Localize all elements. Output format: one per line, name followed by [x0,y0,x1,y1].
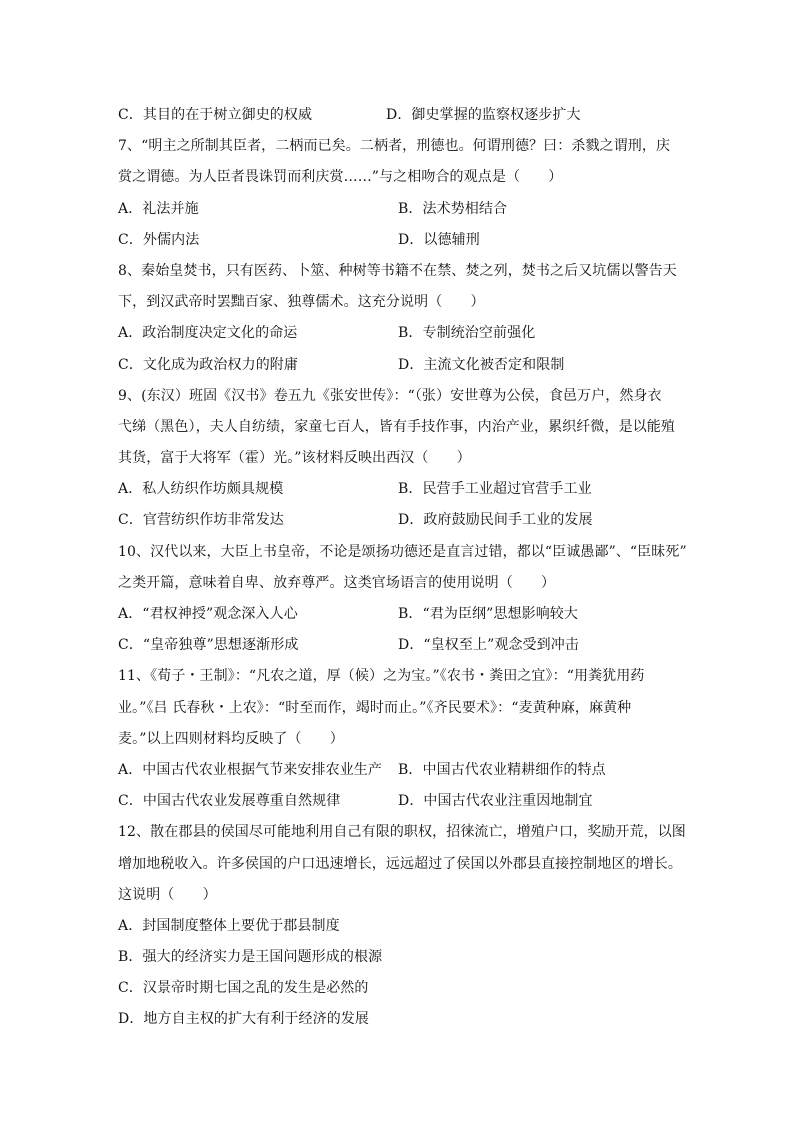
question-7-options-row [118,225,678,256]
option-11-c: C．中国古代农业发展尊重自然规律 [118,793,341,810]
option-7-c: C．外儒内法 [118,231,200,248]
option-9-b: B．民营手工业超过官营手工业 [398,481,592,498]
option-11-d: D．中国古代农业注重因地制宜 [398,793,593,810]
question-7 [118,131,678,256]
question-10-stem-line: 10、汉代以来，大臣上书皇帝，不论是颂扬功德还是直言过错，都以“臣诚愚鄙”、“臣昧死” [118,543,687,560]
option-11-b: B．中国古代农业精耕细作的特点 [398,761,606,778]
option-8-c: C．文化成为政治权力的附庸 [118,356,299,373]
question-11-stem-line: 麦。”以上四则材料均反映了（ ） [118,730,344,747]
question-9-options-row [118,505,678,536]
page-content [118,100,687,1036]
option-10-c: C．“皇帝独尊”思想逐渐形成 [118,637,299,654]
question-12 [118,817,686,1035]
question-10-options-row [118,599,678,630]
question-12-stem-line: 12、散在郡县的侯国尽可能地利用自己有限的职权，招徕流亡，增殖户口，奖励开荒，以图 [118,824,686,841]
question-8-options-row [118,318,678,349]
question-8-options-row [118,350,678,381]
option-7-b: B．法术势相结合 [398,200,508,217]
option-8-b: B．专制统治空前强化 [398,325,536,342]
question-10 [118,537,687,662]
option-9-d: D．政府鼓励民间手工业的发展 [398,512,593,529]
option-7-a: A．礼法并施 [118,200,199,217]
question-11-stem-line: 11、《荀子・王制》：“凡农之道，厚（候）之为宝。”《农书・粪田之宜》：“用粪犹用药 [118,668,645,685]
question-8-stem-line: 下，到汉武帝时罢黜百家、独尊儒术。这充分说明（ ） [118,294,485,311]
question-9-stem-line: 其货，富于大将军（霍）光。”该材料反映出西汉（ ） [118,450,471,467]
option-12-a: A．封国制度整体上要优于郡县制度 [118,917,340,934]
question-9-stem-line: 弋绨（黑色），夫人自纺绩，家童七百人，皆有手技作事，内治产业，累织纤微，是以能殖 [118,418,675,435]
question-9-options-row [118,474,678,505]
question-10-options-row [118,630,678,661]
question-6-options [118,100,678,131]
option-10-b: B．“君为臣纲”思想影响较大 [398,606,579,622]
option-9-c: C．官营纺织作坊非常发达 [118,512,284,529]
option-10-d: D．“皇权至上”观念受到冲击 [398,637,579,654]
option-9-a: A．私人纺织作坊颇具规模 [118,481,284,498]
option-12-c: C．汉景帝时期七国之乱的发生是必然的 [118,980,369,997]
option-11-a: A．中国古代农业根据气节来安排农业生产 [118,761,383,778]
question-10-stem-line: 之类开篇，意味着自卑、放弃尊严。这类官场语言的使用说明（ ） [118,574,556,591]
question-12-stem-line: 增加地税收入。许多侯国的户口迅速增长，远远超过了侯国以外郡县直接控制地区的增长。 [118,855,682,872]
question-9-stem-line: 9、(东汉）班固《汉书》卷五九《张安世传》：“（张）安世尊为公侯，食邑万户，然身衣 [118,387,662,404]
question-11-stem-line: 业。”《吕 氏春秋・上农》：“时至而作，竭时而止。”《齐民要术》：“麦黄种麻，麻黄种 [118,699,632,716]
option-7-d: D．以德辅刑 [398,231,480,248]
question-8-stem-line: 8、秦始皇焚书，只有医药、卜筮、种树等书籍不在禁、焚之列，焚书之后又坑儒以警告天 [118,262,677,279]
option-8-a: A．政治制度决定文化的命运 [118,325,298,342]
question-11-options-row [118,786,678,817]
option-12-d: D．地方自主权的扩大有利于经济的发展 [118,1011,370,1028]
question-11-options-row [118,755,678,786]
question-7-stem-line: 7、“明主之所制其臣者，二柄而已矣。二柄者，刑德也。何谓刑德？曰：杀戮之谓刑，庆 [118,138,671,155]
option-10-a: A．“君权神授”观念深入人心 [118,606,298,622]
option-6-c: C．其目的在于树立御史的权威 [118,107,313,123]
question-7-options-row [118,194,678,225]
question-12-stem-line: 这说明（ ） [118,886,217,903]
question-9 [118,381,678,537]
option-6-d: D．御史掌握的监察权逐步扩大 [386,107,581,123]
question-7-stem-line: 赏之谓德。为人臣者畏诛罚而利庆赏……”与之相吻合的观点是（ ） [118,169,563,186]
option-12-b: B．强大的经济实力是王国问题形成的根源 [118,949,383,966]
option-8-d: D．主流文化被否定和限制 [398,356,565,373]
question-8 [118,256,678,381]
question-11 [118,661,678,817]
